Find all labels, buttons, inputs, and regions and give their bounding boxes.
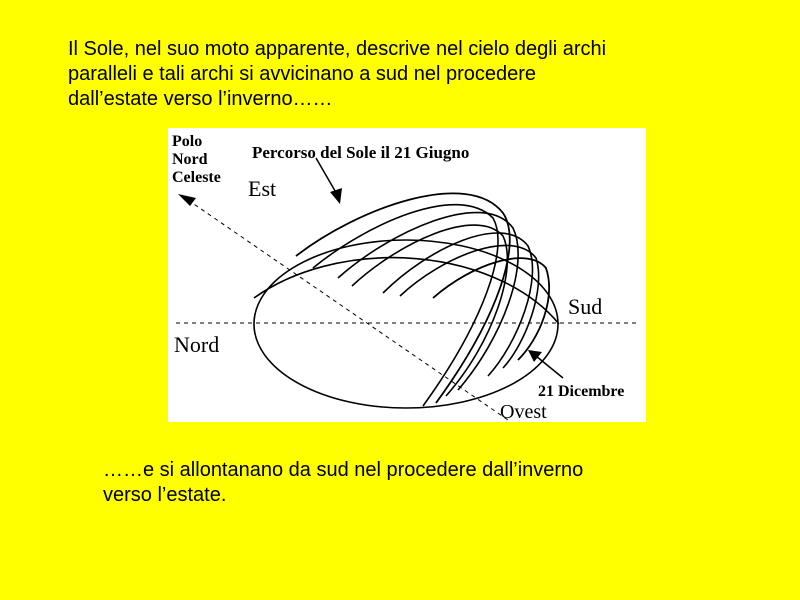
east-label: Est	[248, 176, 277, 201]
intro-text: Il Sole, nel suo moto apparente, descrive nel cielo degli archi paralleli e tali archi si avvicinano a sud nel procedere dall’estate verso l’inverno……	[68, 38, 607, 110]
sun-arc-2	[338, 213, 518, 390]
sun-arc-3	[383, 233, 532, 376]
sun-path-diagram-svg	[168, 128, 646, 422]
sun-path-diagram	[168, 128, 646, 422]
pole-arrowhead	[178, 194, 196, 206]
outro-text: ……e si allontanano da sud nel procedere dall’inverno verso l’estate.	[103, 459, 584, 506]
south-label: Sud	[568, 294, 603, 319]
north-label: Nord	[174, 332, 220, 357]
december-label: 21 Dicembre	[538, 383, 625, 400]
june-path-label: Percorso del Sole il 21 Giugno	[252, 143, 470, 162]
june-arrow-line	[316, 158, 338, 196]
june-arrowhead	[330, 188, 342, 204]
horizon-ellipse	[254, 240, 558, 408]
pole-label-line2: Nord	[172, 151, 208, 168]
december-arrow-line	[536, 356, 563, 378]
west-label: Ovest	[500, 401, 547, 422]
pole-label-line1: Polo	[172, 133, 203, 150]
pole-label-line3: Celeste	[172, 169, 221, 186]
december-arrowhead	[528, 350, 542, 362]
